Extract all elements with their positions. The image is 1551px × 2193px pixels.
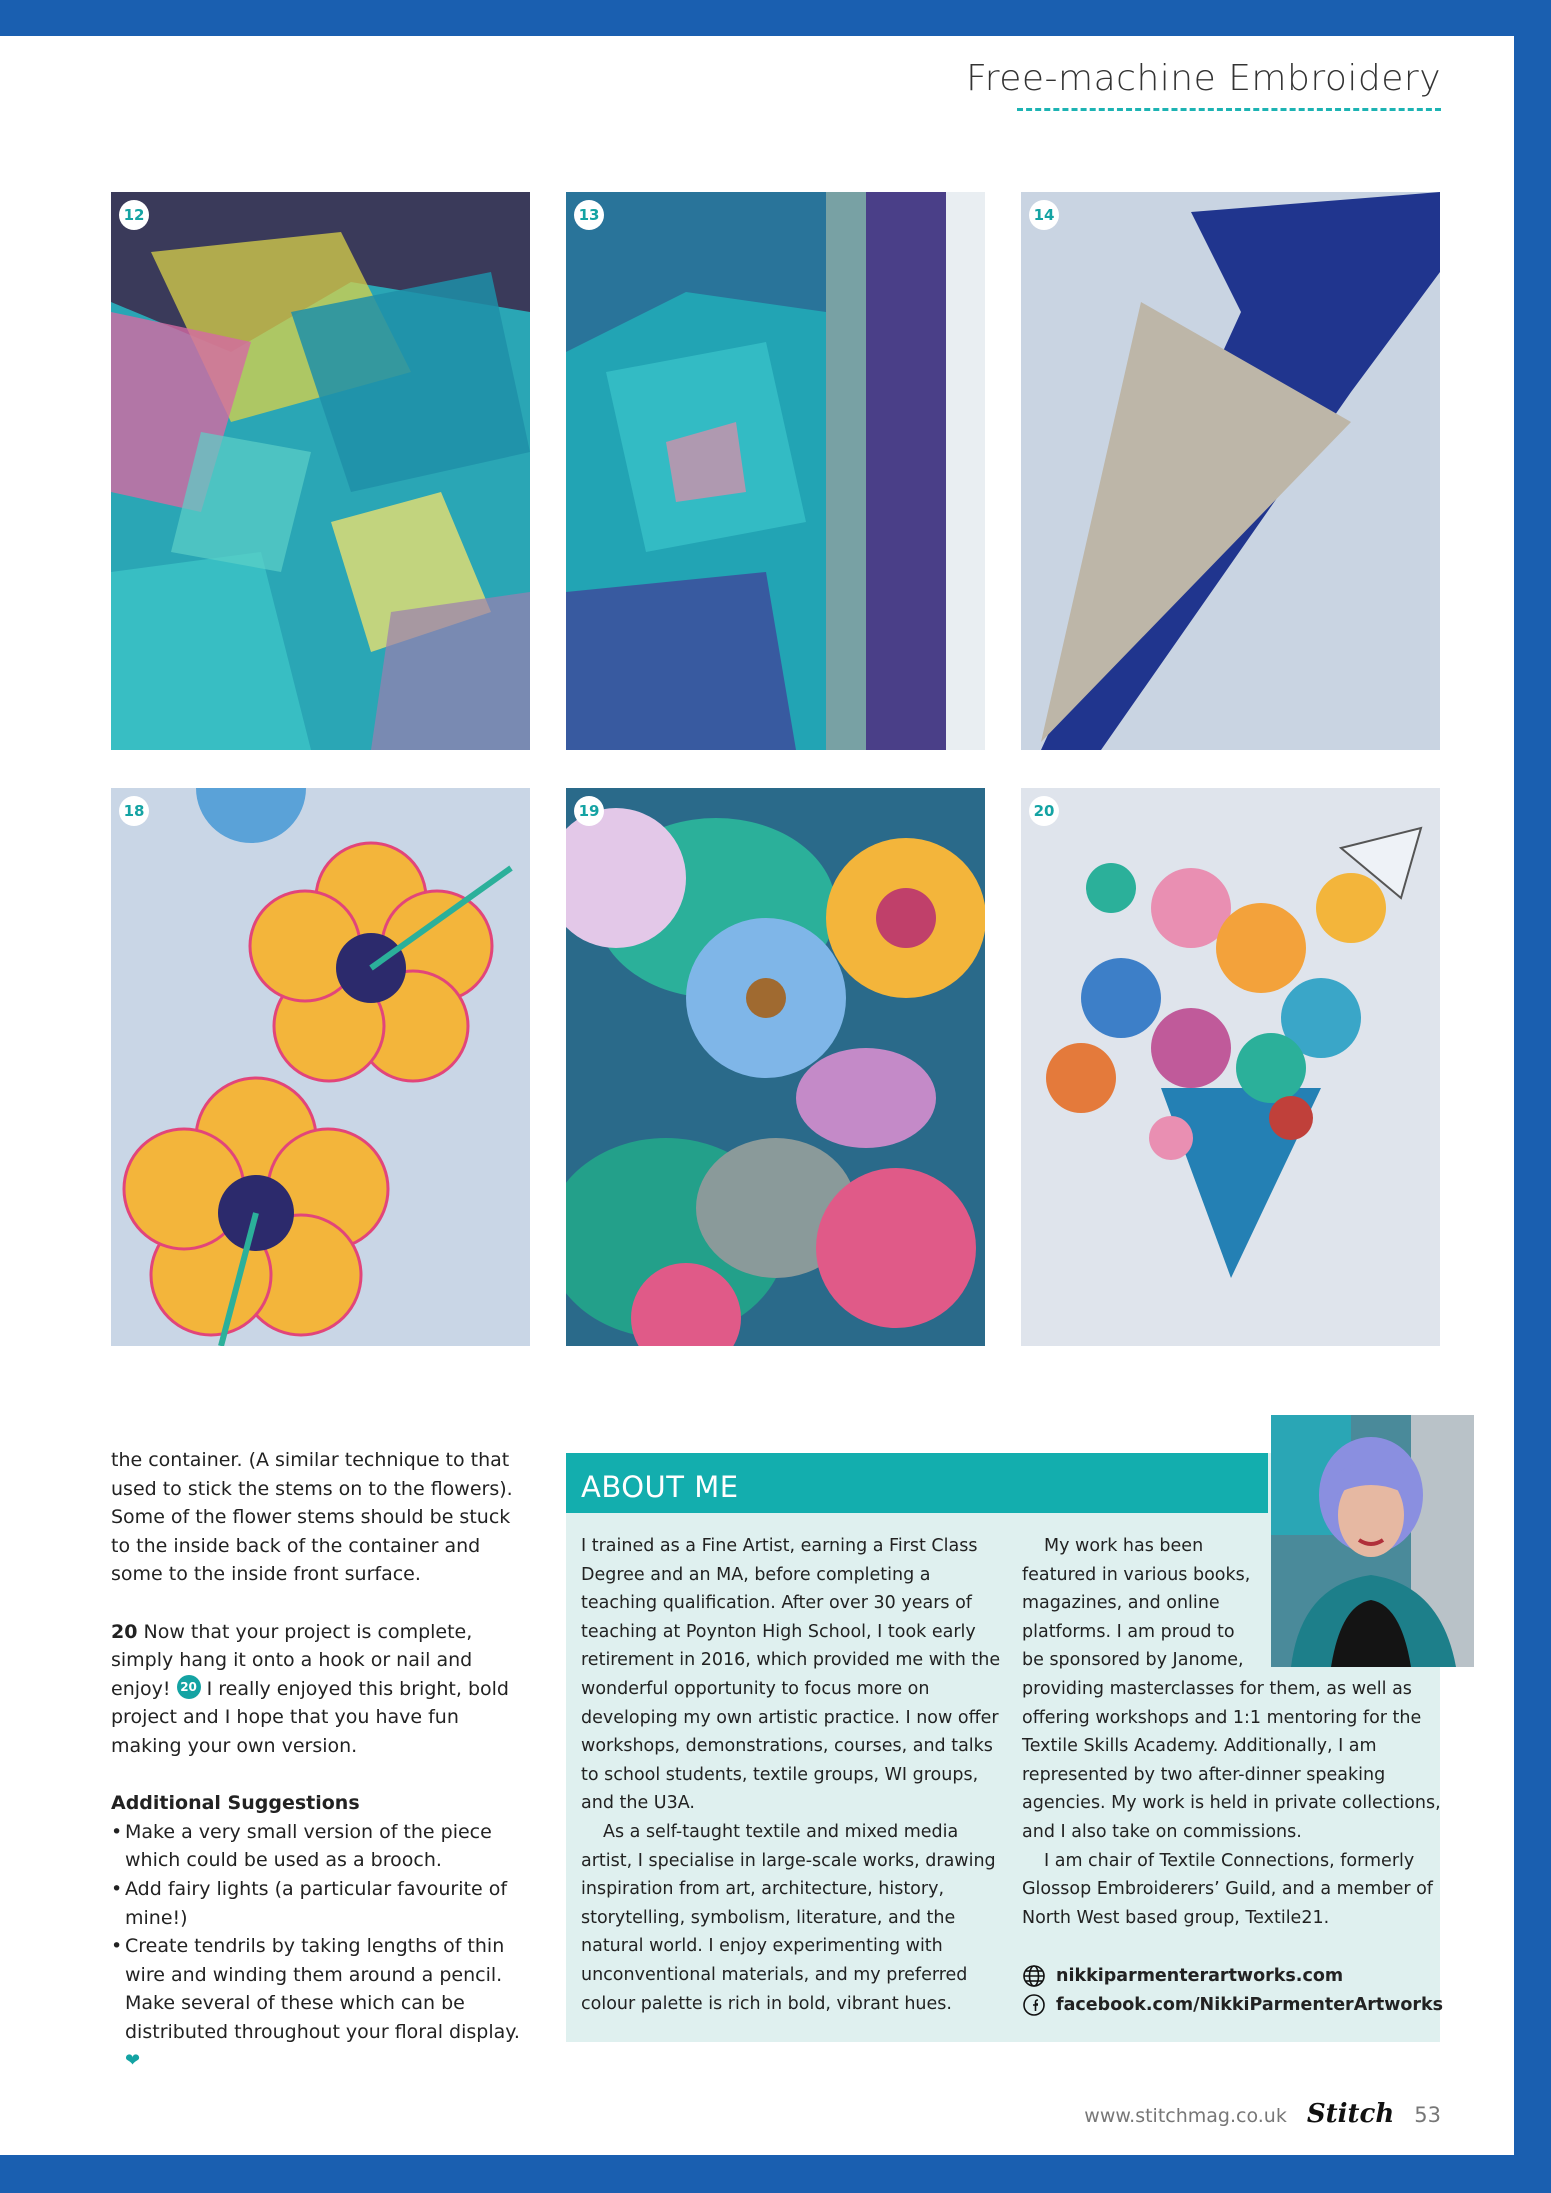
section-title-underline [1017, 108, 1441, 111]
photo-step-18 [111, 788, 530, 1346]
author-portrait [1271, 1415, 1474, 1667]
footer-brand-logo: Stitch [1306, 2099, 1395, 2129]
page-footer [1084, 2099, 1441, 2129]
suggestions-heading: Additional Suggestions [111, 1792, 360, 1815]
about-column-1 [581, 1532, 1001, 2018]
about-paragraph: I am chair of Textile Connections, formerly Glossop Embroiderers’ Guild, and a member of North West based group, Textile21. [1022, 1850, 1433, 1928]
photo-step-14 [1021, 192, 1440, 750]
step-20-paragraph [111, 1618, 531, 1761]
about-paragraph: I trained as a Fine Artist, earning a First Class Degree and an MA, before completing a teaching qualification. After over 30 years of teaching at Poynton High School, I took early retirement in 2016, which provided me with the wonderful opportunity to focus more on developing my own artistic practice. I now offer workshops, demonstrations, courses, and talks to school students, textile groups, WI groups, and the U3A. [581, 1536, 1001, 1814]
website-text: nikkiparmenterartworks.com [1056, 1966, 1344, 1986]
step-badge: 20 [1029, 796, 1059, 826]
top-border [0, 0, 1551, 36]
page-number: 53 [1414, 2103, 1441, 2127]
about-line: platforms. I am proud to [1022, 1621, 1235, 1642]
photo-step-19 [566, 788, 985, 1346]
about-line: My work has been [1044, 1536, 1204, 1556]
step-text: I really enjoyed this bright, bold project and I hope that you have fun making your own version. [111, 1677, 509, 1757]
suggestion-item: • Make a very small version of the piece which could be used as a brooch. [111, 1818, 531, 1875]
section-title: Free-machine Embroidery [966, 58, 1441, 99]
about-paragraph: As a self-taught textile and mixed media artist, I specialise in large-scale works, drawing inspiration from art, architecture, history, storytelling, symbolism, literature, and the natural world. I enjoy experimenting with unconventional materials, and my preferred colour palette is rich in bold, vibrant hues. [581, 1821, 996, 2014]
facebook-icon [1022, 1993, 1046, 2017]
bottom-border [0, 2155, 1551, 2193]
about-paragraph: providing masterclasses for them, as well as offering workshops and 1:1 mentoring for the Textile Skills Academy. Additionally, I am represented by two after-dinner speaking agencies. My work is held in private collections, and I also take on commissions. [1022, 1678, 1441, 1842]
about-line: be sponsored by Janome, [1022, 1650, 1244, 1671]
suggestions-list [111, 1818, 531, 2076]
photo-step-13 [566, 192, 985, 750]
step-badge: 13 [574, 200, 604, 230]
photo-step-12 [111, 192, 530, 750]
step-badge: 18 [119, 796, 149, 826]
facebook-text: facebook.com/NikkiParmenterArtworks [1056, 1994, 1444, 2015]
step-badge: 19 [574, 796, 604, 826]
photo-step-20 [1021, 788, 1440, 1346]
about-me-title: ABOUT ME [581, 1470, 739, 1504]
body-paragraph: the container. (A similar technique to that used to stick the stems on to the flowers). Some of the flower stems should be stuck to the inside back of the container and some to the inside front surface. [111, 1449, 513, 1586]
suggestion-item: • Create tendrils by taking lengths of thin wire and winding them around a pencil. Make several of these which can be distributed throughout your floral display. ❤ [111, 1932, 531, 2076]
website-link[interactable] [1022, 1962, 1443, 1991]
globe-icon [1022, 1964, 1046, 1988]
inline-step-badge: 20 [177, 1675, 201, 1699]
about-line: featured in various books, [1022, 1564, 1251, 1585]
step-badge: 12 [119, 200, 149, 230]
contact-links [1022, 1962, 1443, 2019]
step-badge: 14 [1029, 200, 1059, 230]
step-number: 20 [111, 1620, 138, 1643]
step-text: Now that your project is complete, simply hang it onto a hook or nail and enjoy! [111, 1620, 473, 1700]
facebook-link[interactable] [1022, 1991, 1443, 2020]
about-line: magazines, and online [1022, 1593, 1220, 1614]
article-body [111, 1446, 531, 2076]
suggestion-item: • Add fairy lights (a particular favourite of mine!) [111, 1875, 531, 1932]
footer-url[interactable]: www.stitchmag.co.uk [1084, 2105, 1287, 2127]
heart-icon: ❤ [125, 2050, 141, 2072]
right-border [1514, 0, 1551, 2193]
